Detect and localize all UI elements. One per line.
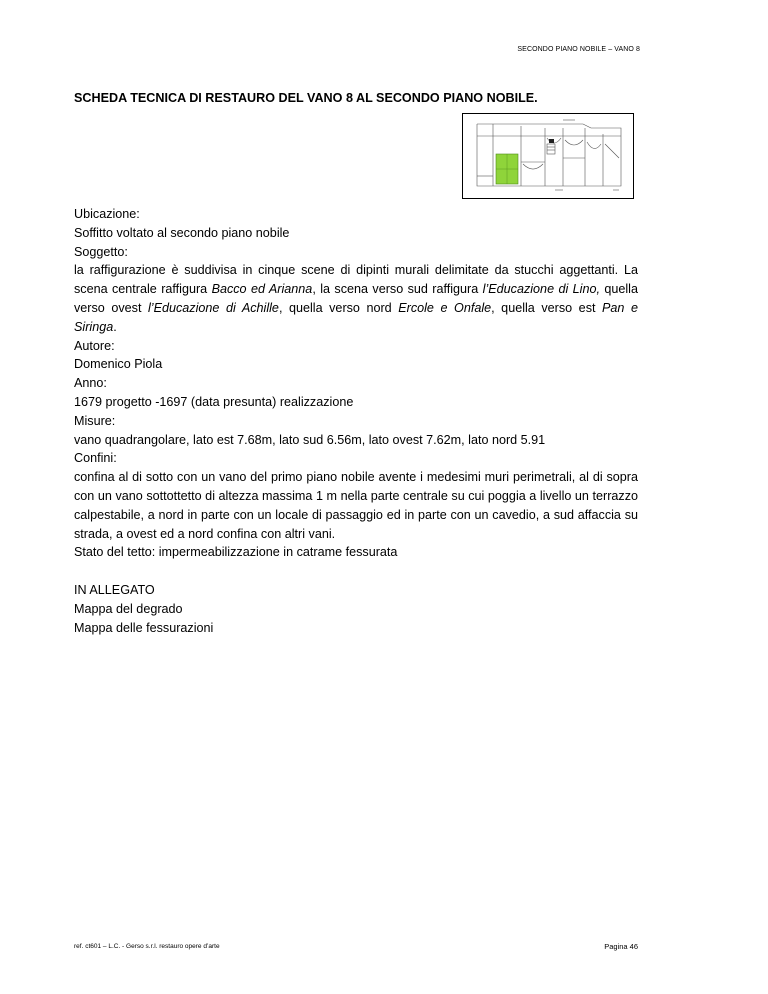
floor-plan-thumbnail [462,113,634,199]
misure-value: vano quadrangolare, lato est 7.68m, lato sud 6.56m, lato ovest 7.62m, lato nord 5.91 [74,432,546,447]
soggetto-part: quella verso ovest [74,282,638,315]
page-number: Pagina 46 [604,942,638,951]
floor-plan-drawing [463,114,633,198]
running-header: SECONDO PIANO NOBILE – VANO 8 [517,46,640,53]
stato-tetto: Stato del tetto: impermeabilizzazione in catrame fessurata [74,545,398,560]
autore-label: Autore: [74,338,115,353]
scene-title: Ercole e Onfale [398,300,492,315]
allegato-item: Mappa delle fessurazioni [74,620,214,635]
allegato-heading: IN ALLEGATO [74,582,155,597]
anno-value: 1679 progetto -1697 (data presunta) realizzazione [74,394,354,409]
anno-label: Anno: [74,376,107,391]
soggetto-part: , quella verso est [491,300,603,315]
misure-label: Misure: [74,413,116,428]
soggetto-part: , quella verso nord [278,300,399,315]
footer-reference: ref. ct601 – L.C. - Gerso s.r.l. restauro opere d’arte [74,943,220,950]
spacer [74,562,638,581]
scene-title: l’Educazione di Lino, [482,282,600,297]
autore-value: Domenico Piola [74,357,163,372]
ubicazione-value: Soffitto voltato al secondo piano nobile [74,225,290,240]
confini-label: Confini: [74,451,117,466]
soggetto-part: . [113,319,117,334]
document-body [74,205,638,637]
scene-title: l’Educazione di Achille [148,300,279,315]
document-title: SCHEDA TECNICA DI RESTAURO DEL VANO 8 AL SECONDO PIANO NOBILE. [74,91,538,105]
allegato-item: Mappa del degrado [74,601,183,616]
scene-title: Pan e Siringa [74,300,638,334]
soggetto-part: , la scena verso sud raffigura [312,282,483,297]
stair-marker [549,139,554,143]
soggetto-label: Soggetto: [74,244,128,259]
soggetto-part: la raffigurazione è suddivisa in cinque scene di dipinti murali delimitate da stucchi aggettanti. La scena centrale raffigura [74,263,638,297]
soggetto-text [74,261,638,336]
scene-title: Bacco ed Arianna [211,282,313,297]
confini-value: confina al di sotto con un vano del primo piano nobile avente i medesimi muri perimetrali, al di sopra con un vano sottottetto di altezza massima 1 m nella parte centrale su cui poggia a livello un terrazzo calpestabile, a nord in parte con un locale di passaggio ed in parte con un cavedio, a sud affaccia su strada, a ovest ed a nord confina con altri vani. [74,470,638,541]
ubicazione-label: Ubicazione: [74,207,140,221]
